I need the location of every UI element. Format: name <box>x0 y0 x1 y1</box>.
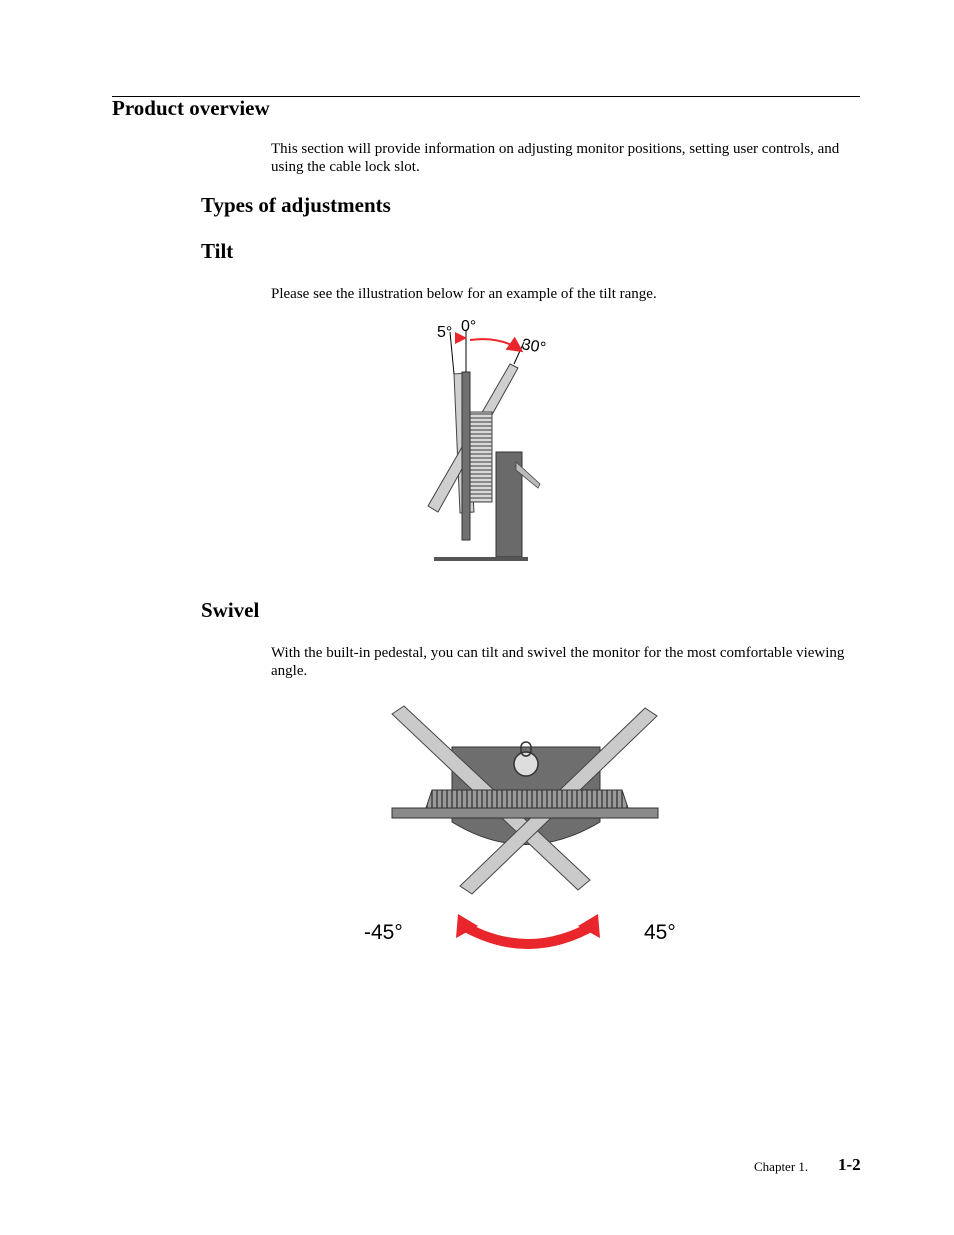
tilt-forward-arrow <box>470 339 520 350</box>
tilt-heading: Tilt <box>201 239 234 263</box>
swivel-text: With the built-in pedestal, you can tilt and swivel the monitor for the most comfortable viewing angle. <box>271 645 845 679</box>
swivel-label-left: -45° <box>364 921 403 944</box>
swivel-label-right: 45° <box>644 921 676 944</box>
panel-center <box>392 808 658 818</box>
swivel-arrow <box>460 924 596 944</box>
panel-center-hatch <box>426 790 628 808</box>
swivel-illustration <box>360 702 700 960</box>
panel-upright <box>462 372 470 540</box>
swivel-heading: Swivel <box>201 598 260 622</box>
hinge-block <box>470 412 492 502</box>
tilt-text: Please see the illustration below for an example of the tilt range. <box>271 286 657 302</box>
tilt-label-forward: 30° <box>520 336 548 358</box>
tilt-label-back: 5° <box>437 324 453 341</box>
types-heading: Types of adjustments <box>201 193 391 217</box>
footer-chapter: Chapter 1. <box>754 1159 809 1174</box>
tilt-illustration <box>420 312 560 564</box>
page-number: 1-2 <box>838 1155 861 1174</box>
page-title: Product overview <box>112 96 270 120</box>
stand-base <box>434 557 528 561</box>
intro-text: This section will provide information on adjusting monitor positions, setting user controls, and using the cable lock slot. <box>271 141 840 175</box>
tilt-label-zero: 0° <box>461 318 477 335</box>
